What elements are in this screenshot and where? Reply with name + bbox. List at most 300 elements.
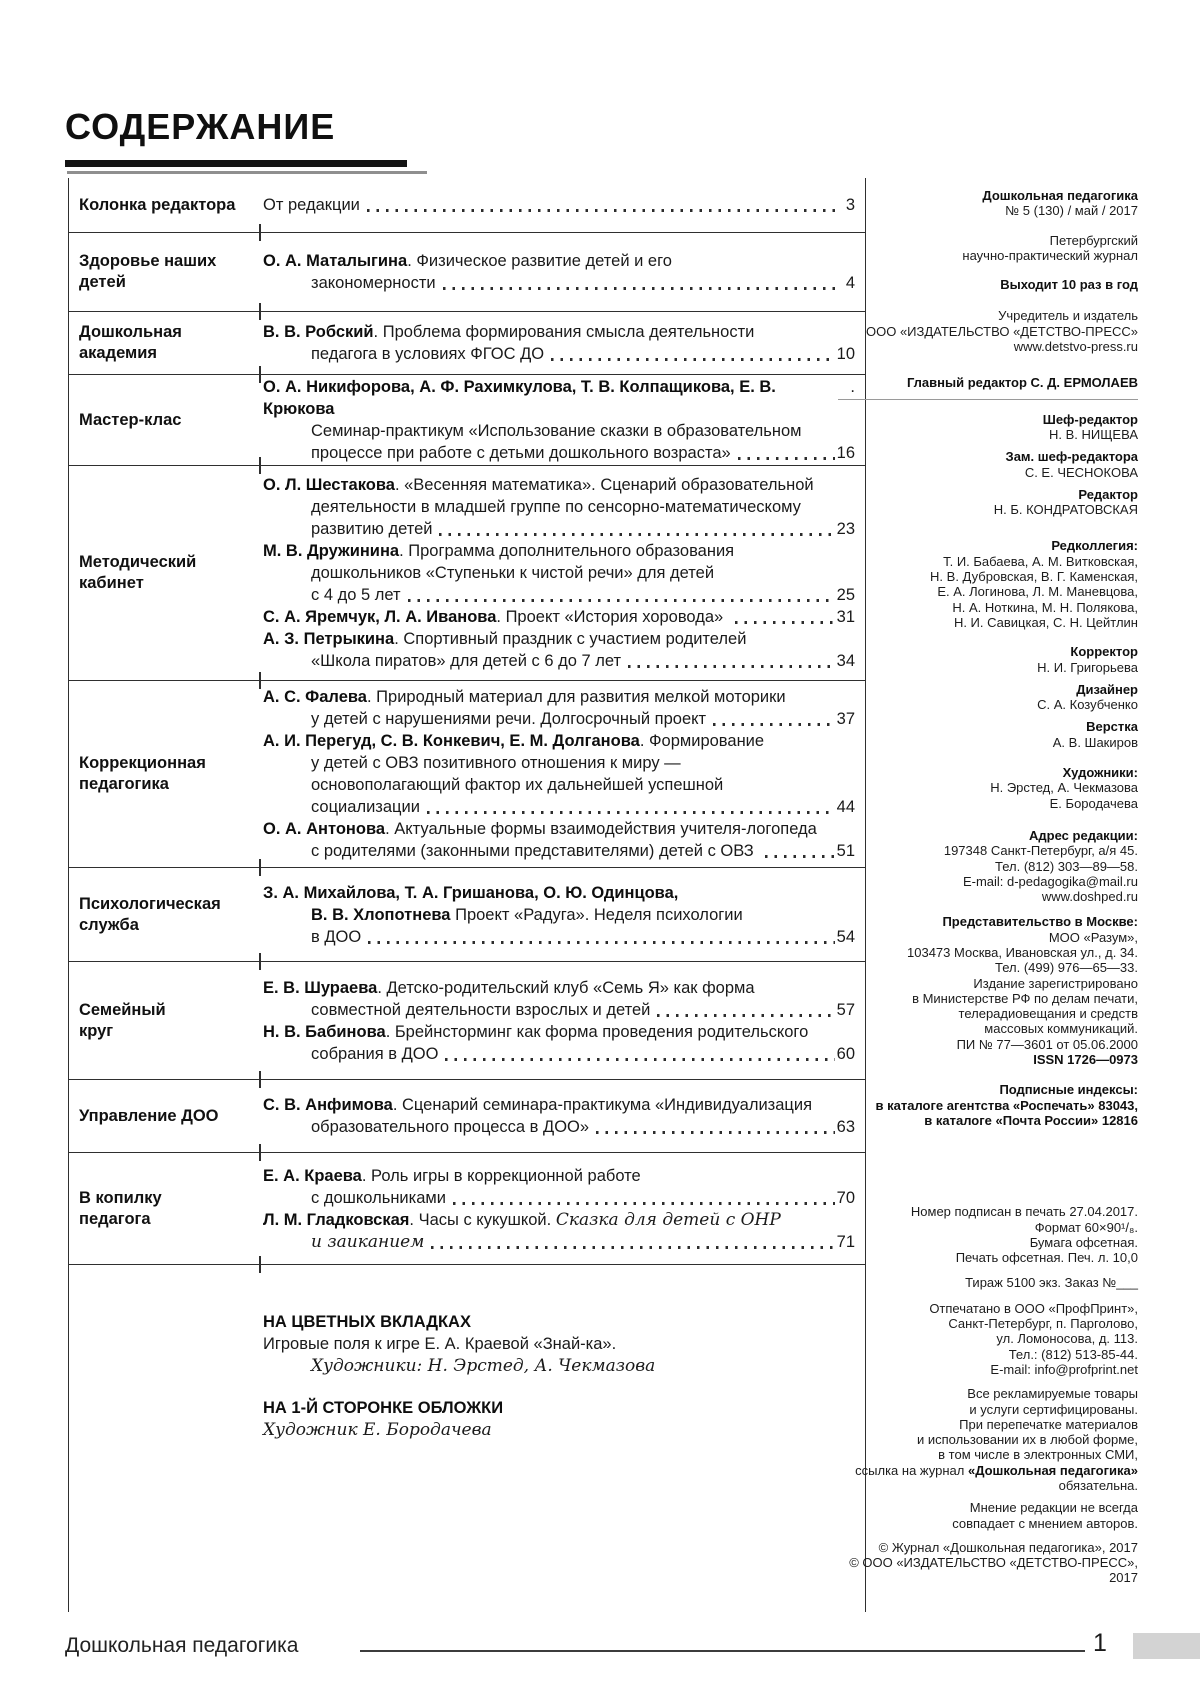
sidebar-line [838, 277, 1138, 292]
dot-leader [443, 287, 839, 290]
text-segment: . Природный материал для развития мелкой моторики [366, 688, 786, 706]
sidebar-block [838, 375, 1138, 399]
text-segment: www.doshped.ru [1041, 889, 1138, 905]
page-number: 57 [836, 1000, 855, 1019]
section-label [69, 251, 261, 293]
sidebar-line [838, 697, 1138, 712]
page-tab-marker [1133, 1633, 1200, 1659]
page-number: 63 [836, 1118, 855, 1136]
section-label [69, 1000, 261, 1042]
text-segment: . Брейнсторминг как форма проведения родительского [385, 1022, 809, 1041]
toc-line [263, 628, 855, 650]
text-segment: А. В. Шакиров [1052, 734, 1138, 750]
section-label-line: педагога [79, 1209, 151, 1228]
text-segment: Выходит 10 раз в год [1000, 277, 1138, 293]
articles-cell [261, 977, 865, 1065]
sidebar-line [838, 1220, 1138, 1235]
sidebar-block [838, 277, 1138, 292]
text-segment: Н. В. Бабинова [263, 1022, 386, 1041]
text-segment: Мнение редакции не всегда [969, 1500, 1138, 1516]
sidebar-line [838, 1037, 1138, 1052]
sidebar-line [838, 930, 1138, 945]
text-segment: Л. М. Гладковская [263, 1210, 410, 1229]
page-number: 70 [836, 1188, 855, 1207]
text-segment: научно-практический журнал [962, 247, 1138, 263]
text-segment: закономерности [311, 274, 436, 292]
text-segment: педагога в условиях ФГОС ДО [311, 345, 545, 363]
toc-line [263, 343, 855, 365]
sidebar-line [838, 843, 1138, 858]
sidebar-block [838, 1500, 1138, 1531]
toc-entry [263, 1165, 855, 1209]
page-number: 25 [836, 586, 855, 604]
text-segment: ссылка на журнал [855, 1462, 968, 1478]
articles-cell [261, 1094, 865, 1138]
text-segment: . Детско-родительский клуб «Семь Я» как форма [377, 978, 755, 997]
toc-entry [263, 628, 855, 672]
text-segment: Н. Эрстед, А. Чекмазова [990, 780, 1138, 796]
toc-line [263, 420, 855, 442]
text-segment: Т. И. Бабаева, А. М. Витковская, [943, 553, 1138, 569]
dot-leader [453, 1202, 835, 1205]
sidebar-line [838, 1417, 1138, 1432]
sidebar-block [838, 412, 1138, 443]
text-segment: ISSN 1726—0973 [1033, 1052, 1138, 1068]
toc-line [263, 518, 855, 540]
page-number: 16 [836, 444, 855, 462]
text-segment: Печать офсетная. Печ. л. 10,0 [955, 1250, 1138, 1266]
text-segment: Художник Е. Бородачева [263, 1420, 492, 1440]
sidebar-block [838, 308, 1138, 354]
toc-entry [263, 686, 855, 730]
section-label [69, 1188, 261, 1230]
sidebar-line [838, 465, 1138, 480]
text-segment: у детей с нарушениями речи. Долгосрочный проект [311, 710, 707, 728]
text-segment: Дизайнер [1076, 681, 1138, 697]
toc-line [263, 321, 855, 343]
text-segment: Дошкольная педагогика [982, 188, 1138, 203]
sidebar-line [838, 1204, 1138, 1219]
section-label-line: Семейный [79, 1000, 166, 1019]
toc-entry [263, 194, 855, 216]
toc-entry [263, 321, 855, 365]
text-segment: . Программа дополнительного образования [399, 542, 735, 560]
sidebar-block [838, 233, 1138, 264]
text-segment: Адрес редакции: [1029, 827, 1138, 843]
text-segment: 103473 Москва, Ивановская ул., д. 34. [907, 944, 1138, 960]
sidebar-line [838, 248, 1138, 263]
text-segment: массовых коммуникаций. [984, 1021, 1138, 1037]
sidebar-line [838, 1362, 1138, 1377]
text-segment: Проект «Радуга». Неделя психологии [450, 905, 743, 924]
text-segment: ПИ № 77—3601 от 05.06.2000 [956, 1036, 1138, 1052]
text-segment: и использовании их в любой форме, [916, 1432, 1138, 1448]
sidebar-block [838, 449, 1138, 480]
sidebar-line [838, 1052, 1138, 1067]
footer-journal-title: Дошкольная педагогика [65, 1634, 299, 1657]
section-label-line: Методический [79, 553, 197, 571]
toc-line [263, 496, 855, 518]
toc-line [263, 708, 855, 730]
sidebar-line [838, 1516, 1138, 1531]
toc-row [69, 961, 865, 1079]
section-label-line: Колонка редактора [79, 195, 236, 214]
sidebar-line [838, 719, 1138, 734]
sidebar-line [838, 765, 1138, 780]
toc-line [263, 194, 855, 216]
text-segment: В. В. Робский [263, 323, 374, 341]
toc-entry [263, 1311, 855, 1377]
text-segment: в том числе в электронных СМИ, [938, 1447, 1138, 1463]
footer-page-number: 1 [1093, 1629, 1107, 1657]
text-segment: . Актуальные формы взаимодействия учителя-логопеда [385, 820, 817, 838]
text-segment: С. А. Яремчук, Л. А. Иванова [263, 608, 497, 626]
text-segment: 197348 Санкт-Петербург, а/я 45. [943, 843, 1138, 859]
text-segment: Н. Б. КОНДРАТОВСКАЯ [993, 502, 1138, 518]
text-segment: О. А. Никифорова, А. Ф. Рахимкулова, Т. В. Колпащикова, Е. В. Крюкова [263, 378, 781, 418]
articles-cell [261, 1165, 865, 1253]
section-label-line: круг [79, 1021, 114, 1040]
page-number: 60 [836, 1044, 855, 1063]
text-segment: . [850, 378, 855, 396]
dot-leader [445, 1058, 834, 1061]
section-label-line: Мастер-клас [79, 410, 182, 429]
text-segment: . Часы с кукушкой. [409, 1210, 556, 1229]
text-segment: О. А. Антонова [263, 820, 386, 838]
text-segment: Шеф-редактор [1042, 411, 1138, 427]
text-segment: Санкт-Петербург, п. Парголово, [948, 1316, 1138, 1332]
toc-line [263, 562, 855, 584]
text-segment: Н. И. Григорьева [1037, 659, 1138, 675]
sidebar-line [838, 1447, 1138, 1462]
sidebar-line [838, 1540, 1138, 1555]
sidebar-line [838, 502, 1138, 517]
text-segment: Е. А. Логинова, Л. М. Маневцова, [937, 584, 1138, 600]
text-segment: . Спортивный праздник с участием родителей [394, 630, 747, 648]
toc-line [263, 584, 855, 606]
sidebar-block [838, 538, 1138, 630]
text-segment: совпадает с мнением авторов. [952, 1515, 1138, 1531]
text-segment: в каталоге агентства «Роспечать» 83043, [875, 1097, 1138, 1113]
sidebar-block [838, 765, 1138, 811]
toc-entry [263, 977, 855, 1021]
sidebar-line [838, 1331, 1138, 1346]
sidebar-line [838, 1478, 1138, 1493]
toc-row [69, 680, 865, 867]
page-number: 3 [845, 196, 855, 214]
section-label-line: служба [79, 915, 139, 934]
sidebar-block [838, 719, 1138, 750]
text-segment: Представительство в Москве: [942, 914, 1138, 930]
text-segment: и заиканием [311, 1231, 425, 1252]
toc-line [263, 926, 855, 948]
section-label-line: Коррекционная [79, 754, 206, 772]
articles-cell [261, 194, 865, 216]
text-segment: . Проект «История хоровода» [496, 608, 728, 626]
text-segment: Художники: [1062, 765, 1138, 781]
page-number: 31 [836, 608, 855, 626]
toc-line [263, 474, 855, 496]
text-segment: С. В. Анфимова [263, 1096, 393, 1114]
page-title: СОДЕРЖАНИЕ [65, 106, 336, 147]
dot-leader [439, 533, 834, 536]
dot-leader [431, 1246, 834, 1249]
page-number: 10 [836, 345, 855, 363]
text-segment: Главный редактор С. Д. ЕРМОЛАЕВ [906, 375, 1138, 391]
text-segment: В. В. Хлопотнева [311, 905, 451, 924]
page-number: 71 [836, 1232, 855, 1251]
toc-line [263, 1187, 855, 1209]
toc-line [263, 1116, 855, 1138]
toc-row [69, 311, 865, 374]
toc-entry [263, 376, 855, 464]
text-segment: . Физическое развитие детей и его [407, 252, 672, 270]
text-segment: процессе при работе с детьми дошкольного возраста» [311, 444, 731, 462]
text-segment: Художники: Н. Эрстед, А. Чекмазова [311, 1356, 656, 1376]
text-segment: дошкольников «Ступеньки к чистой речи» для детей [311, 564, 715, 582]
sidebar-line [838, 1463, 1138, 1478]
section-label [69, 195, 261, 216]
toc-line [263, 442, 855, 464]
toc-line [263, 1333, 855, 1355]
dot-leader [551, 358, 835, 361]
text-segment: Н. В. НИЩЕВА [1048, 426, 1138, 442]
toc-row [69, 1264, 865, 1612]
page-number: 34 [836, 652, 855, 670]
toc-entry [263, 606, 855, 628]
sidebar-line [838, 339, 1138, 354]
text-segment: . Формирование [639, 732, 765, 750]
articles-cell [261, 1265, 865, 1441]
text-segment: Формат 60×90¹/₈. [1034, 1219, 1138, 1235]
page-number: 51 [836, 842, 855, 860]
text-segment: Тел. (499) 976—65—33. [995, 960, 1138, 976]
sidebar-block [838, 1082, 1138, 1128]
text-segment: Тел.: (812) 513-85-44. [1008, 1346, 1138, 1362]
toc-table [68, 178, 866, 1612]
toc-line [263, 272, 855, 294]
toc-entry [263, 1209, 855, 1253]
text-segment: М. В. Дружинина [263, 542, 400, 560]
sidebar-line [838, 427, 1138, 442]
toc-row [69, 867, 865, 961]
sidebar-line [838, 1021, 1138, 1036]
dot-leader [738, 457, 835, 460]
section-label [69, 322, 261, 364]
text-segment: . Сценарий семинара-практикума «Индивидуализация [392, 1096, 813, 1114]
section-label-line: Управление ДОО [79, 1106, 219, 1125]
text-segment: ООО «ИЗДАТЕЛЬСТВО «ДЕТСТВО-ПРЕСС» [866, 323, 1138, 339]
sidebar-block [838, 1301, 1138, 1377]
text-segment: Игровые поля к игре Е. А. Краевой «Знай-ка». [263, 1335, 617, 1353]
section-label-line: педагогика [79, 775, 169, 793]
text-segment: От редакции [263, 196, 360, 214]
text-segment: Е. Бородачева [1049, 795, 1138, 811]
sidebar-line [838, 324, 1138, 339]
text-segment: А. И. Перегуд, С. В. Конкевич, Е. М. Долганова [263, 732, 640, 750]
page-number: 23 [836, 520, 855, 538]
text-segment: С. А. Козубченко [1037, 697, 1138, 713]
toc-entry [263, 818, 855, 862]
text-segment: О. Л. Шестакова [263, 476, 395, 494]
dot-leader [368, 941, 834, 944]
sidebar-line [838, 1098, 1138, 1113]
text-segment: и услуги сертифицированы. [969, 1401, 1138, 1417]
sidebar-block [838, 914, 1138, 1067]
dot-leader [596, 1131, 835, 1134]
page-number: 37 [836, 710, 855, 728]
sidebar-line [838, 1082, 1138, 1097]
section-label [69, 1106, 261, 1127]
text-segment: в ДОО [311, 927, 362, 946]
toc-line [263, 840, 855, 862]
text-segment: . Роль игры в коррекционной работе [361, 1166, 641, 1185]
toc-line [263, 1021, 855, 1043]
toc-line [263, 999, 855, 1021]
sidebar-line [838, 796, 1138, 811]
sidebar-line [838, 828, 1138, 843]
text-segment: «Дошкольная педагогика» [967, 1462, 1138, 1478]
toc-row [69, 178, 865, 232]
text-segment: . Проблема формирования смысла деятельности [373, 323, 755, 341]
section-label [69, 894, 261, 936]
text-segment: А. З. Петрыкина [263, 630, 395, 648]
toc-entry [263, 882, 855, 948]
text-segment: у детей с ОВЗ позитивного отношения к миру — [311, 754, 681, 772]
text-segment: Н. В. Дубровская, В. Г. Каменская, [930, 569, 1138, 585]
text-segment: «Школа пиратов» для детей с 6 до 7 лет [311, 652, 622, 670]
sidebar-line [838, 538, 1138, 553]
toc-entry [263, 474, 855, 540]
text-segment: Номер подписан в печать 27.04.2017. [910, 1204, 1138, 1220]
dot-leader [657, 1014, 834, 1017]
text-segment: Е. А. Краева [263, 1166, 362, 1185]
toc-line [263, 686, 855, 708]
sidebar-line [838, 600, 1138, 615]
toc-line [263, 977, 855, 999]
sidebar-line [838, 1250, 1138, 1265]
toc-row [69, 1079, 865, 1152]
section-label-line: В копилку [79, 1188, 162, 1207]
sidebar-block [838, 1204, 1138, 1265]
toc-row [69, 465, 865, 680]
toc-row [69, 374, 865, 465]
sidebar-line [838, 735, 1138, 750]
text-segment: НА ЦВЕТНЫХ ВКЛАДКАХ [263, 1313, 471, 1331]
sidebar-line [838, 487, 1138, 502]
text-segment: № 5 (130) / май / 2017 [1005, 203, 1138, 219]
sidebar-line [838, 1275, 1138, 1290]
text-segment: E-mail: d-pedagogika@mail.ru [962, 873, 1138, 889]
text-segment: Все рекламируемые товары [967, 1386, 1138, 1402]
text-segment: Тираж 5100 экз. Заказ №___ [965, 1275, 1138, 1291]
sidebar-line [838, 554, 1138, 569]
sidebar-line [838, 991, 1138, 1006]
sidebar-line [838, 1347, 1138, 1362]
toc-line [263, 752, 855, 774]
sidebar-block [838, 487, 1138, 518]
articles-cell [261, 376, 865, 464]
sidebar-line [838, 584, 1138, 599]
title-underline-thick [65, 160, 407, 167]
sidebar-line [838, 615, 1138, 630]
toc-line [263, 1043, 855, 1065]
sidebar-line [838, 412, 1138, 427]
sidebar-line [838, 203, 1138, 218]
toc-entry [263, 540, 855, 606]
text-segment: с родителями (законными представителями) детей с ОВЗ [311, 842, 759, 860]
text-segment: Зам. шеф-редактора [1005, 449, 1138, 465]
toc-entry [263, 1397, 855, 1441]
text-segment: Отпечатано в ООО «ПрофПринт», [929, 1300, 1138, 1316]
dot-leader [427, 811, 835, 814]
sidebar-block [838, 1386, 1138, 1493]
text-segment: собрания в ДОО [311, 1044, 439, 1063]
section-label-line: Психологическая [79, 894, 221, 913]
text-segment: Редколлегия: [1051, 538, 1138, 554]
toc-line [263, 1094, 855, 1116]
text-segment: . «Весенняя математика». Сценарий образовательной [394, 476, 814, 494]
text-segment: Семинар-практикум «Использование сказки в образовательном [311, 422, 802, 440]
sidebar [838, 188, 1142, 1586]
dot-leader [367, 209, 839, 212]
sidebar-line [838, 976, 1138, 991]
text-segment: НА 1-Й СТОРОНКЕ ОБЛОЖКИ [263, 1399, 504, 1417]
toc-line [263, 1209, 855, 1231]
text-segment: Корректор [1070, 644, 1138, 660]
toc-line [263, 818, 855, 840]
sidebar-line [838, 188, 1138, 203]
text-segment: www.detstvo-press.ru [1013, 339, 1138, 355]
sidebar-block [838, 188, 1138, 219]
toc-entry [263, 1021, 855, 1065]
sidebar-block [838, 644, 1138, 675]
text-segment: Е. В. Шураева [263, 978, 378, 997]
section-label-line: Дошкольная [79, 323, 182, 341]
articles-cell [261, 474, 865, 672]
sidebar-line [838, 889, 1138, 904]
section-label-line: кабинет [79, 574, 144, 592]
articles-cell [261, 882, 865, 948]
section-label-line: детей [79, 273, 126, 291]
text-segment: Бумага офсетная. [1029, 1234, 1138, 1250]
toc-entry [263, 250, 855, 294]
sidebar-line [838, 1316, 1138, 1331]
sidebar-line [838, 1235, 1138, 1250]
sidebar-line [838, 1432, 1138, 1447]
sidebar-line [838, 449, 1138, 464]
dot-leader [408, 599, 835, 602]
dot-leader [713, 723, 835, 726]
section-label [69, 410, 261, 431]
text-segment: образовательного процесса в ДОО» [311, 1118, 590, 1136]
toc-row [69, 232, 865, 311]
text-segment: в каталоге «Почта России» 12816 [924, 1112, 1138, 1128]
text-segment: телерадиовещания и средств [958, 1006, 1138, 1022]
text-segment: социализации [311, 798, 420, 816]
toc-line [263, 1231, 855, 1253]
sidebar-block [838, 1539, 1142, 1586]
sidebar-line [838, 644, 1138, 659]
text-segment: ул. Ломоносова, д. 113. [996, 1331, 1138, 1347]
page-number: 54 [836, 927, 855, 946]
toc-entry [263, 1094, 855, 1138]
sidebar-line [838, 874, 1138, 889]
dot-leader [628, 665, 835, 668]
dot-leader [735, 621, 835, 624]
section-label [69, 552, 261, 594]
toc-line [263, 540, 855, 562]
